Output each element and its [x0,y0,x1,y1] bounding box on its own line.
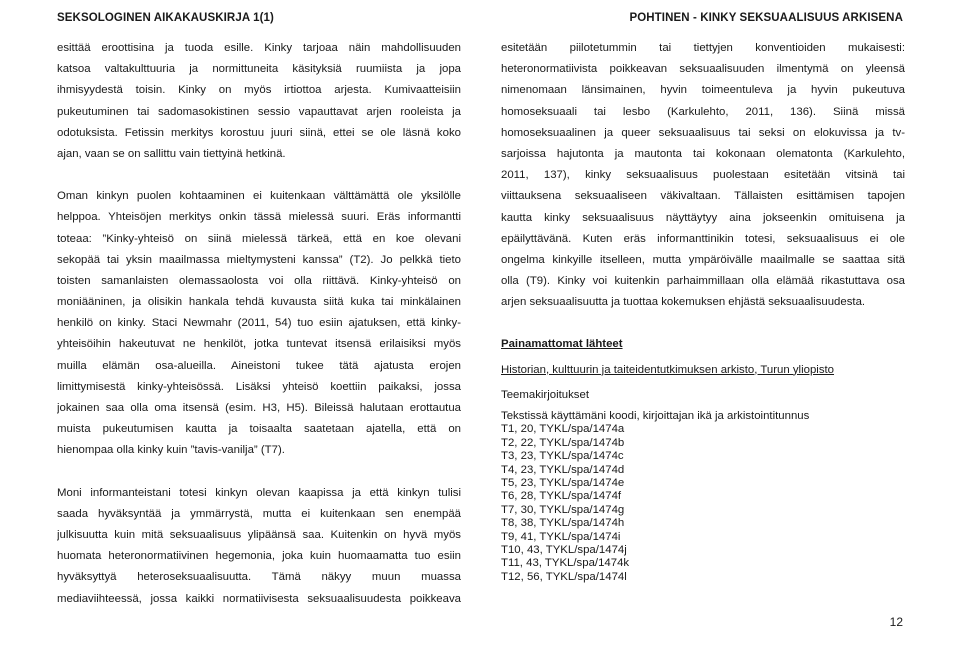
text-line: sarjoissa hajutonta ja mautonta tai kokonaan olematonta (Karkulehto, [501,147,905,160]
archive-name: Historian, kulttuurin ja taiteidentutkimuksen arkisto, Turun yliopisto [501,363,835,376]
source-code-list [501,410,905,584]
left-column [57,38,461,610]
text-line: hienompaa olla kinky kuin ”tavis-vanilja” (T7). [57,444,285,457]
list-item: T10, 43, TYKL/spa/1474j [501,543,627,556]
text-line: nimenomaan länsimainen, hyvin toimeentuleva ja hyvin pukeutuva [501,84,905,97]
text-line: Moni informanteistani totesi kinkyn olevan kaapissa ja että kinkyn tulisi [57,486,461,499]
codes-intro: Tekstissä käyttämäni koodi, kirjoittajan ikä ja arkistointitunnus [501,410,810,422]
text-line: jokainen saa olla oma itsensä (esim. H3, H5). Bileissä halutaan erottautua [57,402,461,414]
journal-header: SEKSOLOGINEN AIKAKAUSKIRJA 1(1) [57,12,274,24]
text-line: homoseksuaalinen ja queer seksuaalisuus tai seksi on elokuvissa ja tv- [501,126,905,139]
text-line: Oman kinkyn puolen kohtaaminen ei kuitenkaan välttämättä ole yksilölle [57,190,461,203]
text-line: muista pukeutumisen kautta ja toisaalta saatetaan ajatella, että on [57,423,461,436]
text-line: saada hyväksyntää ja ymmärrystä, mutta ei kuitenkaan sen enempää [57,507,461,520]
sources-heading: Painamattomat lähteet [501,338,623,351]
text-line: yhteisöihin hakeutuvat ne henkilöt, jotka tuntevat itsensä erilaisiksi myös [57,338,461,351]
list-item: T6, 28, TYKL/spa/1474f [501,490,622,503]
list-item: T5, 23, TYKL/spa/1474e [501,476,625,489]
list-item: T1, 20, TYKL/spa/1474a [501,423,625,436]
text-line: arjen seksuaalisuutta ja tuottaa kokemuksen ehjästä seksuaalisuudesta. [501,296,866,309]
page-number: 12 [889,615,903,629]
list-item: T9, 41, TYKL/spa/1474i [501,530,621,543]
text-line: helppoa. Yhteisöjen merkitys onkin tässä mielessä suuri. Eräs informantti [57,211,461,224]
text-line: katsoa valtakulttuuria ja normittuneita käsityksiä ruumiista ja jopa [57,63,461,76]
text-line: viittauksena seksuaaliseen väkivaltaan. Tällaisten esittämisen tapojen [501,190,905,203]
right-column [501,38,905,584]
text-line: huomata heteronormatiivinen hegemonia, joka kuin huomaamatta tuo esiin [57,550,461,563]
text-line: hyväksyttyä heteroseksuaalisuutta. Tämä näkyy muun muassa [57,571,461,584]
text-line: epäilyttävänä. Kuten eräs informanttinikin totesi, seksuaalisuus ei ole [501,232,905,245]
list-item: T8, 38, TYKL/spa/1474h [501,517,625,530]
text-line: heteronormatiivista poikkeavan seksuaalisuuden ilmentymä on yleensä [501,63,905,76]
text-line: julkisuutta kuin mitä seksuaalisuus ylipäänsä saa. Kuitenkin on hyvä myös [57,528,461,541]
text-line: toteaa: ”Kinky-yhteisö on siinä mielessä tärkeä, että en koe olevani [57,232,461,245]
list-item: T4, 23, TYKL/spa/1474d [501,463,625,476]
text-line: esitetään piilotetummin tai tiettyjen konventioiden mukaisesti: [501,42,905,54]
text-line: ongelma kinkyille itselleen, mutta ympäröivälle maailmalle se saattaa sitä [501,253,905,266]
text-line: limittymisestä kinky-yhteisössä. Lisäksi yhteisö koettiin paikaksi, jossa [57,380,461,393]
list-item: T12, 56, TYKL/spa/1474l [501,570,627,583]
text-line: odotuksista. Fetissin merkitys korostuu juuri siinä, ettei se ole läsnä koko [57,126,461,139]
paragraph-1 [57,38,461,165]
text-line: pukeutuminen tai sadomasokistinen sessio vapauttavat arjen rooleista ja [57,105,461,118]
text-line: muilla elämän osa-alueilla. Aineistoni tukee tätä ajatusta erojen [57,359,461,372]
text-line: sekopää tai yksin maailmassa mieltymysteni kanssa” (T2). Jo pelkkä tieto [57,253,461,266]
text-line: toisten samanlaisten olemassaolosta voi olla riittävä. Kinky-yhteisö on [57,274,461,287]
text-line: ajan, vaan se on sallittu vain tiettyinä hetkinä. [57,147,286,160]
list-item: T2, 22, TYKL/spa/1474b [501,436,625,449]
list-item: T3, 23, TYKL/spa/1474c [501,450,624,463]
text-line: 2011, 137), kinky seksuaalisuus puolestaan esitetään vitsinä tai [501,169,905,182]
text-line: esittää eroottisina ja tuoda esille. Kinky tarjoaa näin mahdollisuuden [57,42,461,54]
text-line: ihmisyydestä toisin. Kinky on myös irtiottoa arjesta. Kumivaatteisiin [57,84,461,97]
text-line: homoseksuaali tai lesbo (Karkulehto, 2011, 136). Siinä missä [501,105,905,118]
text-line: henkilö on kinky. Staci Newmahr (2011, 54) tuo esiin ajatuksen, että kinky- [57,317,461,330]
paragraph-2 [57,186,461,461]
list-item: T7, 30, TYKL/spa/1474g [501,503,625,516]
text-line: moniääninen, ja olisikin hankala tehdä kuvausta siitä kuka tai minkälainen [57,296,461,309]
list-item: T11, 43, TYKL/spa/1474k [501,557,630,570]
paragraph-4 [501,38,905,313]
subheading: Teemakirjoitukset [501,388,589,401]
paragraph-3 [57,483,461,610]
text-line: olla (T9). Kinky voi kuitenkin parhaimmillaan olla elämää rikastuttava osa [501,275,905,288]
article-header: POHTINEN - KINKY SEKSUAALISUUS ARKISENA [629,12,903,24]
text-line: kautta kinky seksuaalisuus näyttäytyy aina jokseenkin omituisena ja [501,211,905,224]
text-line: mediaviihteessä, jossa kaikki normatiivisesta seksuaalisuudesta poikkeava [57,592,461,605]
